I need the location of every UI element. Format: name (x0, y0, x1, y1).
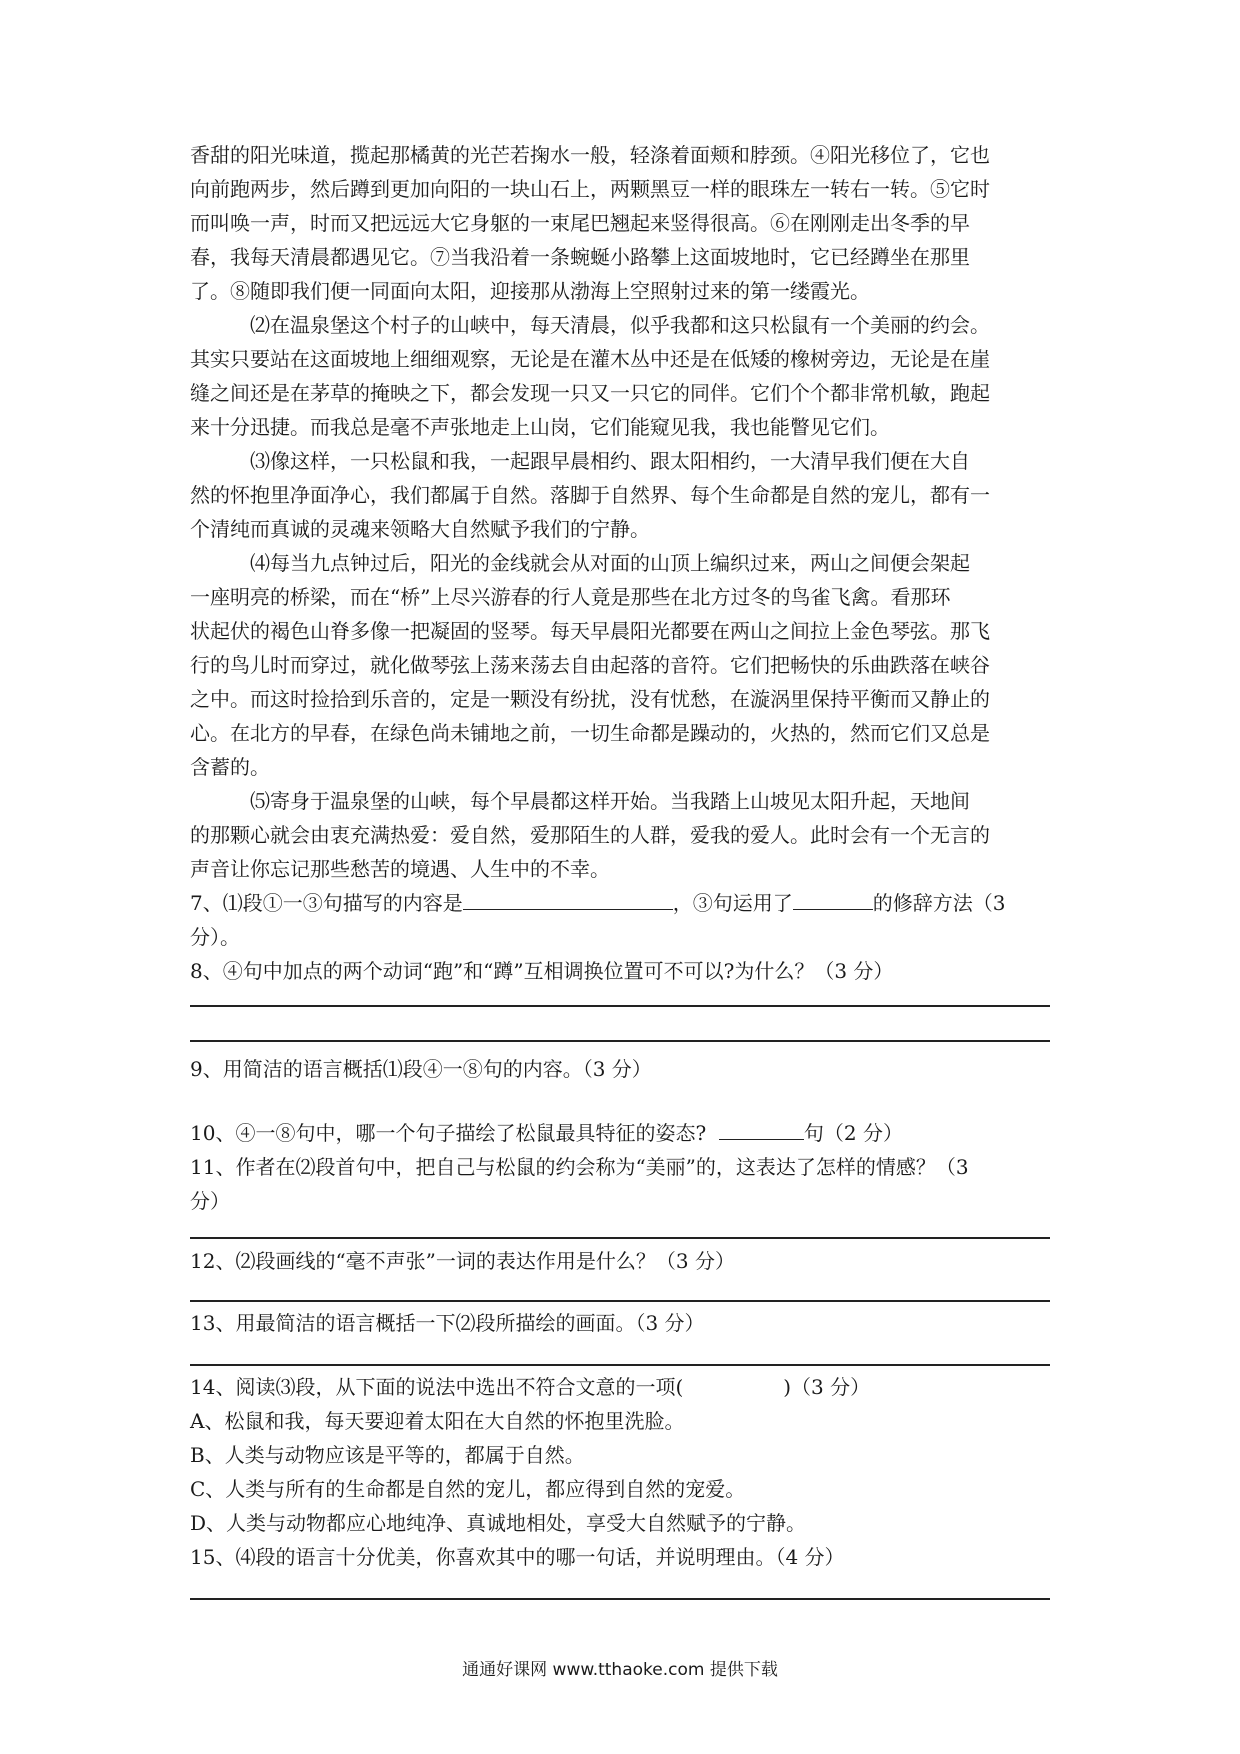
text-line: 其实只要站在这面坡地上细细观察，无论是在灌木丛中还是在低矮的橡树旁边，无论是在崖 (190, 347, 990, 371)
question-9 (190, 1052, 1060, 1086)
text-line: 然的怀抱里净面净心，我们都属于自然。落脚于自然界、每个生命都是自然的宠儿，都有一 (190, 483, 990, 507)
text-line: 心。在北方的早春，在绿色尚未铺地之前，一切生命都是躁动的，火热的，然而它们又总是 (190, 721, 990, 745)
question-7-text-d: 分）。 (190, 925, 240, 949)
text-line: 的那颗心就会由衷充满热爱：爱自然，爱那陌生的人群，爱我的爱人。此时会有一个无言的 (190, 823, 990, 847)
answer-line-8a[interactable] (190, 1005, 1050, 1007)
question-13 (190, 1306, 1060, 1340)
question-10-text-b: 句（2 分） (803, 1121, 903, 1145)
answer-line-8b[interactable] (190, 1040, 1050, 1042)
text-line: 而叫唤一声，时而又把远远大它身躯的一束尾巴翘起来竖得很高。⑥在刚刚走出冬季的早 (190, 211, 970, 235)
question-15 (190, 1540, 1060, 1574)
question-9-text: 9、用简洁的语言概括⑴段④一⑧句的内容。（3 分） (190, 1057, 652, 1081)
paragraph-2 (190, 308, 1060, 444)
answer-blank-10[interactable] (719, 1117, 804, 1140)
option-b: B、人类与动物应该是平等的，都属于自然。 (190, 1443, 585, 1467)
text-line: ⑸寄身于温泉堡的山峡，每个早晨都这样开始。当我踏上山坡见太阳升起，天地间 (250, 789, 970, 813)
text-line: ⑷每当九点钟过后，阳光的金线就会从对面的山顶上编织过来，两山之间便会架起 (250, 551, 970, 575)
text-line: 了。⑧随即我们便一同面向太阳，迎接那从渤海上空照射过来的第一缕霞光。 (190, 279, 870, 303)
question-15-text: 15、⑷段的语言十分优美，你喜欢其中的哪一句话，并说明理由。（4 分） (190, 1545, 845, 1569)
text-line: ⑶像这样，一只松鼠和我，一起跟早晨相约、跟太阳相约，一大清早我们便在大自 (250, 449, 970, 473)
text-line: 个清纯而真诚的灵魂来领略大自然赋予我们的宁静。 (190, 517, 650, 541)
option-c: C、人类与所有的生命都是自然的宠儿，都应得到自然的宠爱。 (190, 1477, 746, 1501)
answer-line-12[interactable] (190, 1300, 1050, 1302)
answer-line-15[interactable] (190, 1598, 1050, 1600)
question-10 (190, 1116, 1060, 1150)
question-14 (190, 1370, 1060, 1540)
question-7-text-b: ，③句运用了 (672, 891, 793, 915)
text-line: 来十分迅捷。而我总是毫不声张地走上山岗，它们能窥见我，我也能瞥见它们。 (190, 415, 890, 439)
answer-line-13[interactable] (190, 1364, 1050, 1366)
paragraph-3 (190, 444, 1060, 546)
footer-text: 通通好课网 www.tthaoke.com 提供下载 (462, 1660, 778, 1680)
option-d: D、人类与动物都应心地纯净、真诚地相处，享受大自然赋予的宁静。 (190, 1511, 807, 1535)
question-10-text-a: 10、④一⑧句中，哪一个句子描绘了松鼠最具特征的姿态? (190, 1121, 707, 1145)
question-12-text: 12、⑵段画线的“毫不声张”一词的表达作用是什么？（3 分） (190, 1249, 735, 1273)
text-line: ⑵在温泉堡这个村子的山峡中，每天清晨，似乎我都和这只松鼠有一个美丽的约会。 (250, 313, 990, 337)
question-12 (190, 1244, 1060, 1278)
question-8-text: 8、④句中加点的两个动词“跑”和“蹲”互相调换位置可不可以?为什么？（3 分） (190, 959, 894, 983)
answer-line-11[interactable] (190, 1237, 1050, 1239)
question-11-text-b: 分） (190, 1189, 230, 1213)
text-line: 缝之间还是在茅草的掩映之下，都会发现一只又一只它的同伴。它们个个都非常机敏，跑起 (190, 381, 990, 405)
question-7-text-a: 7、⑴段①一③句描写的内容是 (190, 891, 463, 915)
question-14-text: 14、阅读⑶段，从下面的说法中选出不符合文意的一项( )（3 分） (190, 1375, 871, 1399)
paragraph-1 (190, 138, 1060, 308)
text-line: 一座明亮的桥梁，而在“桥”上尽兴游春的行人竟是那些在北方过冬的鸟雀飞禽。看那环 (190, 585, 951, 609)
paragraph-5 (190, 784, 1060, 886)
text-line: 之中。而这时捡拾到乐音的，定是一颗没有纷扰，没有忧愁，在漩涡里保持平衡而又静止的 (190, 687, 990, 711)
paragraph-4 (190, 546, 1060, 784)
answer-blank-7a[interactable] (463, 887, 673, 910)
question-8 (190, 954, 1060, 988)
text-line: 状起伏的褐色山脊多像一把凝固的竖琴。每天早晨阳光都要在两山之间拉上金色琴弦。那飞 (190, 619, 990, 643)
question-13-text: 13、用最简洁的语言概括一下⑵段所描绘的画面。（3 分） (190, 1311, 705, 1335)
text-line: 含蓄的。 (190, 755, 270, 779)
question-11 (190, 1150, 1060, 1218)
text-line: 行的鸟儿时而穿过，就化做琴弦上荡来荡去自由起落的音符。它们把畅快的乐曲跌落在峡谷 (190, 653, 990, 677)
question-7-text-c: 的修辞方法（3 (872, 891, 1006, 915)
option-a: A、松鼠和我，每天要迎着太阳在大自然的怀抱里洗脸。 (190, 1409, 685, 1433)
text-line: 香甜的阳光味道，揽起那橘黄的光芒若掬水一般，轻涤着面颊和脖颈。④阳光移位了，它也 (190, 143, 990, 167)
question-11-text-a: 11、作者在⑵段首句中，把自己与松鼠的约会称为“美丽”的，这表达了怎样的情感？（3 (190, 1155, 969, 1179)
answer-blank-7b[interactable] (793, 887, 873, 910)
text-line: 春，我每天清晨都遇见它。⑦当我沿着一条蜿蜒小路攀上这面坡地时，它已经蹲坐在那里 (190, 245, 970, 269)
text-line: 声音让你忘记那些愁苦的境遇、人生中的不幸。 (190, 857, 610, 881)
text-line: 向前跑两步，然后蹲到更加向阳的一块山石上，两颗黑豆一样的眼珠左一转右一转。⑤它时 (190, 177, 990, 201)
question-7 (190, 886, 1060, 954)
